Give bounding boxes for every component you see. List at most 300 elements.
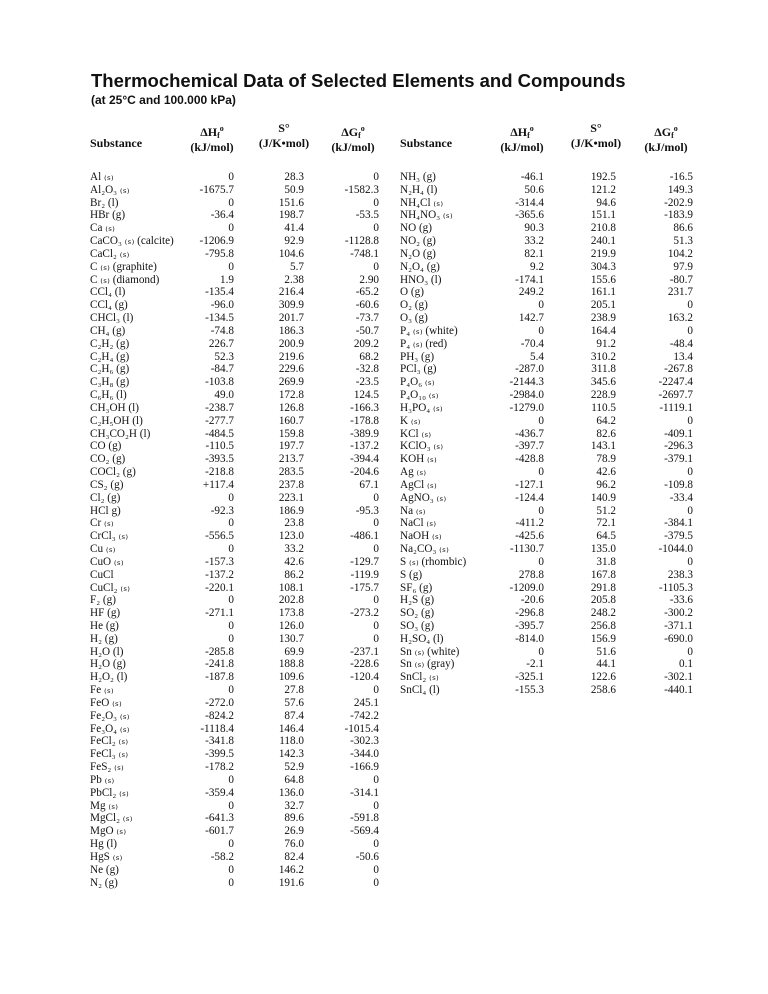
cell-substance: Sn ₍ₛ₎ (gray) <box>400 658 455 671</box>
header-dg-symbol <box>323 121 383 140</box>
cell-dh: -411.2 <box>515 517 544 530</box>
cell-dg: 0 <box>373 491 379 504</box>
cell-dg: -32.8 <box>355 363 379 376</box>
cell-substance: C₂H₄ (g) <box>90 350 130 363</box>
cell-substance: CaCO₃ ₍ₛ₎ (calcite) <box>90 235 174 248</box>
cell-dh: 0 <box>538 555 544 568</box>
cell-dg: -60.6 <box>355 299 379 312</box>
cell-substance: CuCl₂ ₍ₛ₎ <box>90 581 130 594</box>
cell-dg: -50.7 <box>355 324 379 337</box>
cell-s: 143.1 <box>590 440 616 453</box>
cell-s: 31.8 <box>596 555 616 568</box>
cell-s: 135.0 <box>590 543 616 556</box>
cell-s: 216.4 <box>278 286 304 299</box>
cell-dh: -395.7 <box>515 619 544 632</box>
cell-substance: O₃ (g) <box>400 312 428 325</box>
cell-substance: Al₂O₃ ₍ₛ₎ <box>90 183 130 196</box>
page-subtitle: (at 25°C and 100.000 kPa) <box>91 93 236 107</box>
cell-substance: Ca ₍ₛ₎ <box>90 222 115 235</box>
cell-dh: +117.4 <box>202 478 234 491</box>
cell-s: 130.7 <box>278 632 304 645</box>
cell-dg: -2247.4 <box>658 376 693 389</box>
cell-s: 160.7 <box>278 414 304 427</box>
cell-dg: -1015.4 <box>344 722 379 735</box>
cell-dg: -48.4 <box>669 337 693 350</box>
cell-substance: NaOH ₍ₛ₎ <box>400 530 442 543</box>
cell-dg: 238.3 <box>667 568 693 581</box>
cell-substance: NO₂ (g) <box>400 235 436 248</box>
cell-substance: C ₍ₛ₎ (diamond) <box>90 273 160 286</box>
cell-dg: 0 <box>687 466 693 479</box>
cell-s: 238.9 <box>590 312 616 325</box>
cell-dh: -20.6 <box>520 594 544 607</box>
cell-dg: 0 <box>687 324 693 337</box>
cell-s: 136.0 <box>278 786 304 799</box>
cell-s: 41.4 <box>284 222 304 235</box>
header-dg-right <box>636 121 696 155</box>
cell-substance: PH₃ (g) <box>400 350 435 363</box>
cell-dh: 49.0 <box>214 389 234 402</box>
cell-s: 23.8 <box>284 517 304 530</box>
cell-dh: -272.0 <box>205 696 234 709</box>
cell-dh: -58.2 <box>210 850 234 863</box>
header-dh-right <box>492 121 552 155</box>
cell-dh: 0 <box>228 222 234 235</box>
cell-dg: 104.2 <box>667 247 693 260</box>
cell-s: 142.3 <box>278 748 304 761</box>
cell-dh: -601.7 <box>205 825 234 838</box>
cell-substance: FeS₂ ₍ₛ₎ <box>90 761 124 774</box>
cell-dg: 51.3 <box>673 235 693 248</box>
cell-s: 240.1 <box>590 235 616 248</box>
cell-s: 78.9 <box>596 453 616 466</box>
cell-dh: 90.3 <box>524 222 544 235</box>
cell-dh: -277.7 <box>205 414 234 427</box>
cell-s: 51.6 <box>596 645 616 658</box>
cell-s: 89.6 <box>284 812 304 825</box>
cell-s: 201.7 <box>278 312 304 325</box>
cell-dh: 249.2 <box>518 286 544 299</box>
cell-substance: O (g) <box>400 286 424 299</box>
cell-dh: -325.1 <box>515 671 544 684</box>
cell-s: 64.5 <box>596 530 616 543</box>
cell-dg: 0 <box>373 632 379 645</box>
cell-dg: 0 <box>373 799 379 812</box>
cell-dh: 33.2 <box>524 235 544 248</box>
cell-substance: N₂ (g) <box>90 876 118 889</box>
cell-dh: -287.0 <box>515 363 544 376</box>
cell-substance: Cl₂ (g) <box>90 491 121 504</box>
cell-substance: PCl₃ (g) <box>400 363 437 376</box>
cell-dg: -389.9 <box>350 427 379 440</box>
cell-substance: CH₄ (g) <box>90 324 126 337</box>
cell-dh: -36.4 <box>210 209 234 222</box>
cell-dh: 0 <box>228 838 234 851</box>
cell-dh: 82.1 <box>524 247 544 260</box>
cell-s: 64.8 <box>284 773 304 786</box>
cell-substance: Cr ₍ₛ₎ <box>90 517 114 530</box>
cell-substance: Na ₍ₛ₎ <box>400 504 426 517</box>
cell-dg: 0 <box>687 645 693 658</box>
cell-dg: -166.3 <box>350 401 379 414</box>
cell-substance: C₂H₅OH (l) <box>90 414 143 427</box>
cell-substance: Al ₍ₛ₎ <box>90 171 114 183</box>
cell-dg: -73.7 <box>355 312 379 325</box>
cell-dg: -1105.3 <box>658 581 693 594</box>
cell-dh: 0 <box>228 196 234 209</box>
cell-dg: -379.1 <box>664 453 693 466</box>
cell-dh: 52.3 <box>214 350 234 363</box>
cell-dg: -183.9 <box>664 209 693 222</box>
header-dh-sup: o <box>219 124 224 133</box>
cell-dg: -379.5 <box>664 530 693 543</box>
cell-dh: -218.8 <box>205 466 234 479</box>
header-dh-right-label: ΔH <box>510 125 528 139</box>
cell-dg: -129.7 <box>350 555 379 568</box>
cell-substance: CO (g) <box>90 440 122 453</box>
cell-dg: -95.3 <box>355 504 379 517</box>
header-dg <box>323 121 383 155</box>
cell-dh: -124.4 <box>515 491 544 504</box>
cell-dg: 124.5 <box>353 389 379 402</box>
cell-dh: 5.4 <box>530 350 544 363</box>
cell-dg: 13.4 <box>673 350 693 363</box>
cell-dg: 0 <box>373 876 379 889</box>
cell-dh: -341.8 <box>205 735 234 748</box>
cell-substance: H₂O (l) <box>90 645 124 658</box>
cell-substance: P₄O₁₀ ₍ₛ₎ <box>400 389 439 402</box>
cell-substance: PbCl₂ ₍ₛ₎ <box>90 786 129 799</box>
cell-dh: -428.8 <box>515 453 544 466</box>
cell-dg: 0 <box>373 773 379 786</box>
cell-s: 309.9 <box>278 299 304 312</box>
cell-substance: C₂H₆ (g) <box>90 363 130 376</box>
cell-s: 283.5 <box>278 466 304 479</box>
cell-s: 156.9 <box>590 632 616 645</box>
cell-dg: -1582.3 <box>344 183 379 196</box>
cell-substance: P₄ ₍ₛ₎ (red) <box>400 337 448 350</box>
cell-s: 64.2 <box>596 414 616 427</box>
header-dh <box>182 121 242 155</box>
cell-s: 151.6 <box>278 196 304 209</box>
header-dg-right-unit: (kJ/mol) <box>644 140 688 154</box>
cell-dg: -1044.0 <box>658 543 693 556</box>
cell-dh: 0 <box>228 773 234 786</box>
cell-s: 161.1 <box>590 286 616 299</box>
cell-dh: -1130.7 <box>509 543 544 556</box>
cell-substance: C₂H₂ (g) <box>90 337 130 350</box>
cell-dg: -296.3 <box>664 440 693 453</box>
cell-dg: 67.1 <box>359 478 379 491</box>
cell-substance: Fe₂O₃ ₍ₛ₎ <box>90 709 130 722</box>
cell-s: 26.9 <box>284 825 304 838</box>
header-dh-right-sup: o <box>529 124 534 133</box>
cell-dh: -314.4 <box>515 196 544 209</box>
header-dh-sub: f <box>217 131 220 140</box>
cell-dg: 97.9 <box>673 260 693 273</box>
cell-dh: 0 <box>228 594 234 607</box>
cell-s: 126.8 <box>278 401 304 414</box>
cell-dh: -92.3 <box>210 504 234 517</box>
cell-s: 219.6 <box>278 350 304 363</box>
cell-dg: 163.2 <box>667 312 693 325</box>
cell-substance: H₂S (g) <box>400 594 435 607</box>
cell-s: 110.5 <box>591 401 616 414</box>
cell-dg: -178.8 <box>350 414 379 427</box>
cell-dh: -1675.7 <box>199 183 234 196</box>
cell-substance: P₄ ₍ₛ₎ (white) <box>400 324 458 337</box>
cell-dg: -2697.7 <box>658 389 693 402</box>
cell-dg: -486.1 <box>350 530 379 543</box>
page-title: Thermochemical Data of Selected Elements and Compounds <box>91 70 626 91</box>
cell-dh: -135.4 <box>205 286 234 299</box>
cell-dg: -166.9 <box>350 761 379 774</box>
cell-dh: -359.4 <box>205 786 234 799</box>
cell-dg: -1119.1 <box>659 401 693 414</box>
cell-substance: CrCl₃ ₍ₛ₎ <box>90 530 129 543</box>
cell-dh: 0 <box>538 504 544 517</box>
cell-s: 76.0 <box>284 838 304 851</box>
cell-s: 42.6 <box>596 466 616 479</box>
cell-dg: -344.0 <box>350 748 379 761</box>
cell-substance: Cu ₍ₛ₎ <box>90 543 116 556</box>
cell-substance: Ag ₍ₛ₎ <box>400 466 427 479</box>
cell-substance: CHCl₃ (l) <box>90 312 134 325</box>
header-dh-right-unit: (kJ/mol) <box>500 140 544 154</box>
cell-dh: 0 <box>228 684 234 697</box>
cell-dg: -119.9 <box>350 568 379 581</box>
cell-substance: KOH ₍ₛ₎ <box>400 453 437 466</box>
cell-dg: -1128.8 <box>344 235 379 248</box>
cell-s: 51.2 <box>596 504 616 517</box>
cell-dh: -393.5 <box>205 453 234 466</box>
cell-s: 94.6 <box>596 196 616 209</box>
cell-dh: -127.1 <box>515 478 544 491</box>
cell-dh: 0 <box>228 799 234 812</box>
cell-dg: -33.4 <box>669 491 693 504</box>
cell-substance: CO₂ (g) <box>90 453 126 466</box>
cell-dh: -285.8 <box>205 645 234 658</box>
cell-dh: 50.6 <box>524 183 544 196</box>
header-substance <box>90 136 142 151</box>
cell-s: 69.9 <box>284 645 304 658</box>
cell-dh: -178.2 <box>205 761 234 774</box>
cell-s: 167.8 <box>590 568 616 581</box>
cell-s: 123.0 <box>278 530 304 543</box>
cell-dh: -795.8 <box>205 247 234 260</box>
cell-dg: -742.2 <box>350 709 379 722</box>
cell-dg: 0 <box>687 504 693 517</box>
cell-substance: NH₄Cl ₍ₛ₎ <box>400 196 444 209</box>
cell-dg: -569.4 <box>350 825 379 838</box>
cell-s: 87.4 <box>284 709 304 722</box>
cell-s: 33.2 <box>284 543 304 556</box>
cell-s: 91.2 <box>596 337 616 350</box>
cell-s: 219.9 <box>590 247 616 260</box>
cell-dg: 231.7 <box>667 286 693 299</box>
cell-dg: -23.5 <box>355 376 379 389</box>
cell-substance: MgO ₍ₛ₎ <box>90 825 127 838</box>
cell-s: 146.4 <box>278 722 304 735</box>
cell-s: 122.6 <box>590 671 616 684</box>
cell-dh: 0 <box>538 466 544 479</box>
cell-substance: H₃PO₄ ₍ₛ₎ <box>400 401 443 414</box>
cell-dg: 0 <box>373 619 379 632</box>
cell-dg: -33.6 <box>669 594 693 607</box>
cell-dh: 0 <box>228 543 234 556</box>
cell-s: 28.3 <box>284 171 304 183</box>
cell-s: 82.4 <box>284 850 304 863</box>
cell-s: 164.4 <box>590 324 616 337</box>
cell-s: 172.8 <box>278 389 304 402</box>
cell-s: 104.6 <box>278 247 304 260</box>
cell-dg: -16.5 <box>669 171 693 183</box>
cell-dg: -371.1 <box>664 619 693 632</box>
cell-dh: -1206.9 <box>199 235 234 248</box>
cell-s: 5.7 <box>290 260 304 273</box>
cell-dh: 1.9 <box>220 273 234 286</box>
cell-s: 32.7 <box>284 799 304 812</box>
cell-dg: -690.0 <box>664 632 693 645</box>
cell-dh: -134.5 <box>205 312 234 325</box>
cell-s: 248.2 <box>590 607 616 620</box>
cell-dh: -399.5 <box>205 748 234 761</box>
cell-dg: 0 <box>373 684 379 697</box>
header-dg-sub: f <box>358 131 361 140</box>
cell-dg: -204.6 <box>350 466 379 479</box>
cell-substance: HNO₃ (l) <box>400 273 442 286</box>
cell-substance: Fe ₍ₛ₎ <box>90 684 114 697</box>
cell-dg: -591.8 <box>350 812 379 825</box>
cell-dg: -267.8 <box>664 363 693 376</box>
cell-s: 205.1 <box>590 299 616 312</box>
cell-dh: 0 <box>228 491 234 504</box>
cell-dg: 0 <box>373 543 379 556</box>
cell-dg: -202.9 <box>664 196 693 209</box>
cell-s: 96.2 <box>596 478 616 491</box>
cell-s: 42.6 <box>284 555 304 568</box>
cell-s: 82.6 <box>596 427 616 440</box>
cell-substance: CS₂ (g) <box>90 478 124 491</box>
cell-dh: -1209.0 <box>509 581 544 594</box>
header-s <box>250 121 318 151</box>
header-s-right-unit: (J/K•mol) <box>570 136 622 150</box>
cell-substance: He (g) <box>90 619 119 632</box>
cell-substance: SO₂ (g) <box>400 607 435 620</box>
cell-dh: -46.1 <box>520 171 544 183</box>
cell-dg: -748.1 <box>350 247 379 260</box>
cell-substance: SF₆ (g) <box>400 581 433 594</box>
cell-substance: HgS ₍ₛ₎ <box>90 850 123 863</box>
cell-dh: -110.5 <box>205 440 234 453</box>
cell-s: 202.8 <box>278 594 304 607</box>
header-s-unit: (J/K•mol) <box>258 136 310 150</box>
cell-s: 311.8 <box>591 363 616 376</box>
cell-s: 173.8 <box>278 607 304 620</box>
cell-dg: -384.1 <box>664 517 693 530</box>
cell-dh: 9.2 <box>530 260 544 273</box>
cell-dg: -300.2 <box>664 607 693 620</box>
cell-substance: Sn ₍ₛ₎ (white) <box>400 645 460 658</box>
header-s-right <box>562 121 630 151</box>
cell-s: 192.5 <box>590 171 616 183</box>
cell-substance: HF (g) <box>90 607 121 620</box>
cell-dg: 0 <box>373 838 379 851</box>
cell-substance: FeO ₍ₛ₎ <box>90 696 122 709</box>
cell-substance: NH₃ (g) <box>400 171 436 183</box>
cell-dh: -397.7 <box>515 440 544 453</box>
cell-dg: 0.1 <box>679 658 693 671</box>
header-dg-sup: o <box>360 124 365 133</box>
cell-substance: N₂O₄ (g) <box>400 260 440 273</box>
cell-s: 237.8 <box>278 478 304 491</box>
cell-dg: -409.1 <box>664 427 693 440</box>
cell-substance: KCl ₍ₛ₎ <box>400 427 432 440</box>
cell-dh: -238.7 <box>205 401 234 414</box>
cell-s: 52.9 <box>284 761 304 774</box>
cell-substance: SnCl₄ (l) <box>400 684 440 697</box>
cell-dh: -155.3 <box>515 684 544 697</box>
cell-s: 44.1 <box>596 658 616 671</box>
cell-dg: -120.4 <box>350 671 379 684</box>
cell-s: 146.2 <box>278 863 304 876</box>
header-substance-right-label: Substance <box>400 136 453 150</box>
cell-s: 57.6 <box>284 696 304 709</box>
cell-s: 198.7 <box>278 209 304 222</box>
cell-substance: Br₂ (l) <box>90 196 119 209</box>
cell-s: 186.9 <box>278 504 304 517</box>
cell-substance: CuCl <box>90 568 114 581</box>
cell-s: 126.0 <box>278 619 304 632</box>
cell-s: 310.2 <box>590 350 616 363</box>
cell-dh: -1118.4 <box>200 722 234 735</box>
cell-substance: SnCl₂ ₍ₛ₎ <box>400 671 439 684</box>
cell-s: 151.1 <box>590 209 616 222</box>
cell-substance: C₆H₆ (l) <box>90 389 127 402</box>
cell-dh: -84.7 <box>210 363 234 376</box>
header-dg-right-sup: o <box>673 124 678 133</box>
cell-substance: CH₃OH (l) <box>90 401 139 414</box>
cell-dh: -556.5 <box>205 530 234 543</box>
cell-dh: 226.7 <box>208 337 234 350</box>
header-dh-symbol <box>182 121 242 140</box>
header-s-label: S° <box>278 121 290 135</box>
cell-dg: -50.6 <box>355 850 379 863</box>
cell-dg: 209.2 <box>353 337 379 350</box>
cell-s: 269.9 <box>278 376 304 389</box>
cell-dh: -271.1 <box>205 607 234 620</box>
cell-dh: 0 <box>228 632 234 645</box>
cell-dg: 0 <box>373 863 379 876</box>
cell-dg: 0 <box>373 196 379 209</box>
cell-substance: KClO₃ ₍ₛ₎ <box>400 440 444 453</box>
cell-substance: CaCl₂ ₍ₛ₎ <box>90 247 130 260</box>
cell-dh: 0 <box>228 876 234 889</box>
cell-substance: HBr (g) <box>90 209 126 222</box>
cell-dg: -109.8 <box>664 478 693 491</box>
cell-dh: 0 <box>228 619 234 632</box>
cell-s: 109.6 <box>278 671 304 684</box>
cell-substance: CuO ₍ₛ₎ <box>90 555 124 568</box>
cell-dh: 278.8 <box>518 568 544 581</box>
cell-substance: K ₍ₛ₎ <box>400 414 421 427</box>
cell-substance: Ne (g) <box>90 863 119 876</box>
cell-s: 50.9 <box>284 183 304 196</box>
cell-dh: -2144.3 <box>509 376 544 389</box>
cell-dh: 0 <box>538 645 544 658</box>
cell-substance: NO (g) <box>400 222 433 235</box>
cell-dh: 0 <box>228 260 234 273</box>
